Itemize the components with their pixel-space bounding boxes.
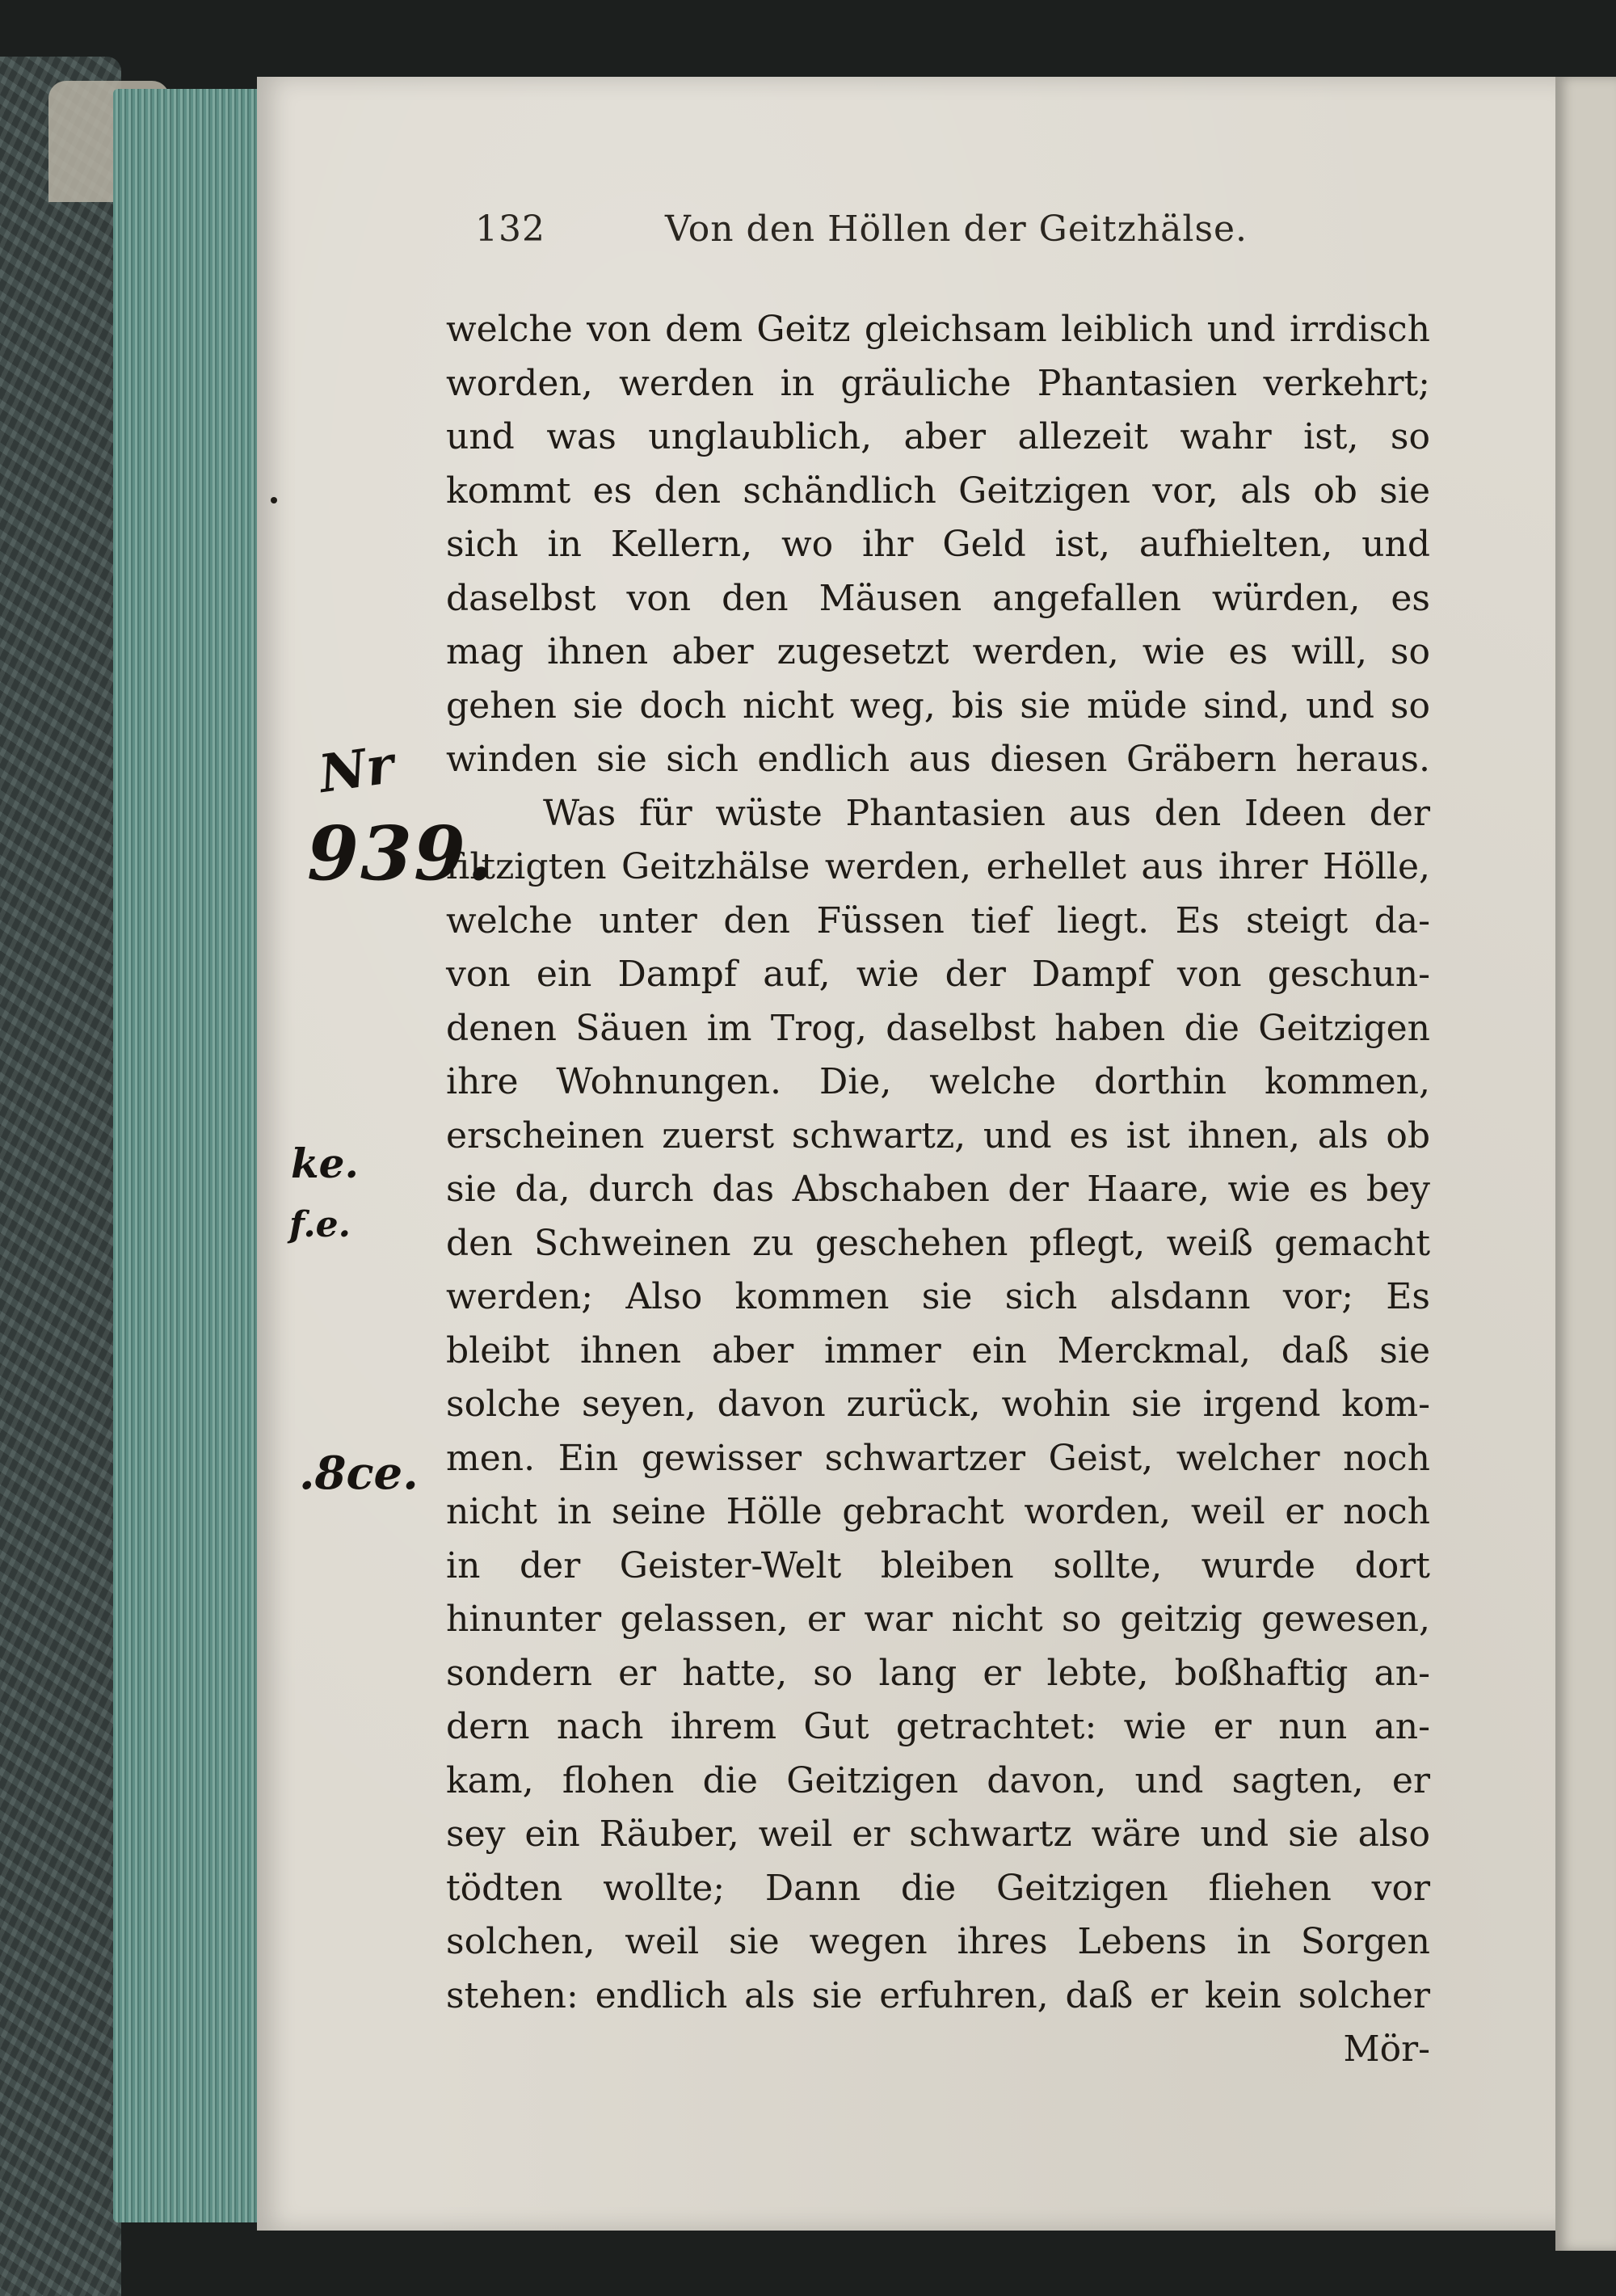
text-line: solchen, weil sie wegen ihres Lebens in Sorgen: [446, 1921, 1430, 1962]
text-line: kam, flohen die Geitzigen davon, und sagten, er: [446, 1759, 1430, 1801]
text-line: werden; Also kommen sie sich alsdann vor; Es: [446, 1276, 1430, 1317]
book-cover: [0, 57, 121, 2296]
text-line: men. Ein gewisser schwartzer Geist, welcher noch: [446, 1437, 1430, 1479]
text-line: sich in Kellern, wo ihr Geld ist, aufhielten, und: [446, 524, 1430, 565]
text-line: Was für wüste Phantasien aus den Ideen der: [543, 792, 1430, 834]
text-line: solche seyen, davon zurück, wohin sie irgend kom-: [446, 1384, 1430, 1425]
text-line: und was unglaublich, aber allezeit wahr ist, so: [446, 416, 1430, 457]
text-line: sondern er hatte, so lang er lebte, boßhaftig an-: [446, 1652, 1430, 1694]
text-line: nicht in seine Hölle gebracht worden, weil er noch: [446, 1491, 1430, 1532]
text-line: welche von dem Geitz gleichsam leiblich und irrdisch: [446, 309, 1430, 350]
running-head-title: Von den Höllen der Geitzhälse.: [665, 209, 1248, 250]
text-line: hinunter gelassen, er war nicht so geitzig gewesen,: [446, 1599, 1430, 1640]
text-line: bleibt ihnen aber immer ein Merckmal, daß sie: [446, 1329, 1430, 1371]
running-header: [475, 209, 1364, 265]
text-line: kommt es den schändlich Geitzigen vor, als ob sie: [446, 470, 1430, 512]
text-line: von ein Dampf auf, wie der Dampf von geschun-: [446, 954, 1430, 995]
handwritten-note: ke.: [291, 1140, 359, 1187]
text-line: sie da, durch das Abschaben der Haare, wie es bey: [446, 1169, 1430, 1210]
text-line: daselbst von den Mäusen angefallen würden, es: [446, 577, 1430, 619]
text-line: erscheinen zuerst schwartz, und es ist ihnen, als ob: [446, 1114, 1430, 1156]
handwritten-note-nr: Nr: [315, 734, 398, 806]
text-line: in der Geister-Welt bleiben sollte, wurde dort: [446, 1544, 1430, 1586]
page-number: 132: [475, 209, 545, 250]
text-line: denen Säuen im Trog, daselbst haben die Geitzigen: [446, 1007, 1430, 1049]
margin-dot: [271, 497, 277, 503]
handwritten-note-number: 939.: [307, 810, 495, 897]
text-line: den Schweinen zu geschehen pflegt, weiß gemacht: [446, 1222, 1430, 1264]
text-line: welche unter den Füssen tief liegt. Es steigt da-: [446, 899, 1430, 942]
text-line: tödten wollte; Dann die Geitzigen fliehen vor: [446, 1867, 1430, 1909]
body-text: [446, 303, 1430, 2077]
text-line: gehen sie doch nicht weg, bis sie müde sind, und so: [446, 685, 1430, 727]
text-line: worden, werden in gräuliche Phantasien verkehrt;: [446, 362, 1430, 404]
catchword: Mör-: [1343, 2028, 1430, 2070]
text-line: sey ein Räuber, weil er schwartz wäre und sie also: [446, 1814, 1430, 1855]
facing-page-edge: [1555, 77, 1616, 2251]
text-line: ihre Wohnungen. Die, welche dorthin kommen,: [446, 1061, 1430, 1102]
text-line: stehen: endlich als sie erfuhren, daß er kein solcher: [446, 1974, 1430, 2016]
text-line: winden sie sich endlich aus diesen Gräbern heraus.: [446, 739, 1430, 780]
text-line: filtzigten Geitzhälse werden, erhellet aus ihrer Hölle,: [446, 846, 1430, 887]
handwritten-note: .8ce.: [299, 1447, 419, 1500]
handwritten-note: f.e.: [289, 1204, 351, 1245]
text-line: dern nach ihrem Gut getrachtet: wie er nun an-: [446, 1706, 1430, 1747]
text-line: mag ihnen aber zugesetzt werden, wie es will, so: [446, 631, 1430, 672]
